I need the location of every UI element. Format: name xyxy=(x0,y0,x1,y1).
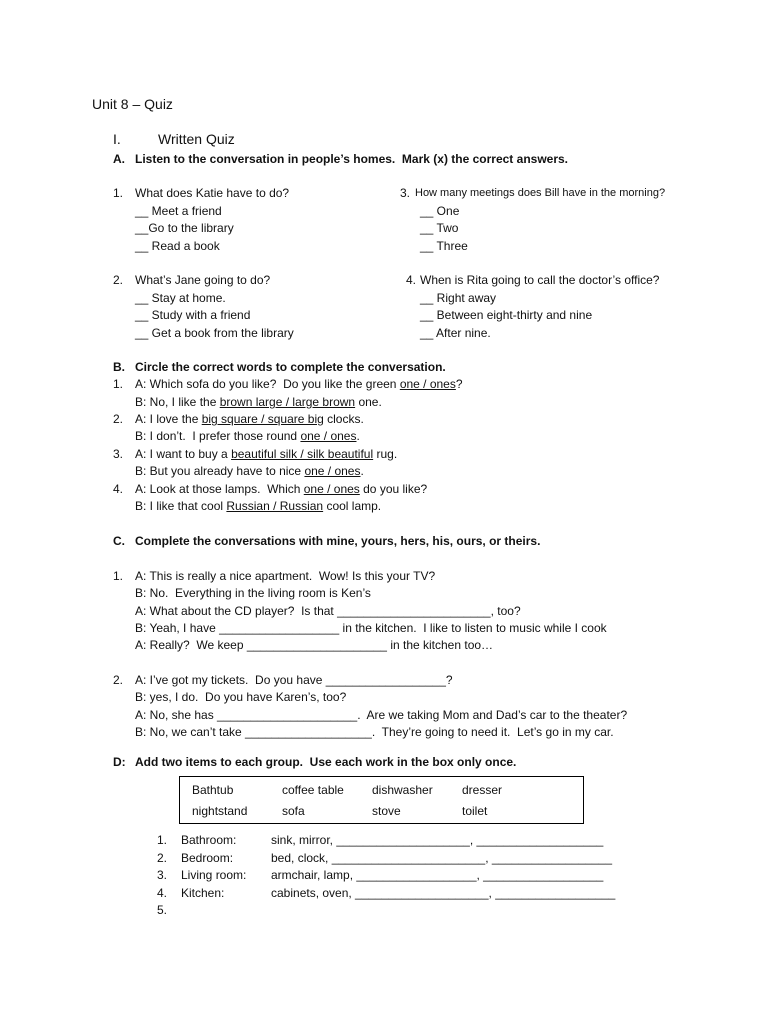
group-number: 4. xyxy=(157,886,168,900)
answer-option[interactable]: __ Stay at home. xyxy=(135,291,226,305)
word-choice[interactable]: one / ones xyxy=(304,464,361,478)
question-number: 1. xyxy=(113,186,124,200)
dialog-line[interactable]: B: Yeah, I have __________________ in the kitchen. I like to listen to music while I cook xyxy=(135,621,607,635)
answer-option[interactable]: __ Three xyxy=(420,239,468,253)
part-c-label: C. xyxy=(113,534,125,548)
box-word: Bathtub xyxy=(192,783,234,797)
question-text: How many meetings does Bill have in the morning? xyxy=(415,187,666,199)
section-title: Written Quiz xyxy=(158,131,235,147)
part-b-label: B. xyxy=(113,360,125,374)
dialog-number: 1. xyxy=(113,569,124,583)
group-number: 5. xyxy=(157,903,168,917)
group-name: Living room: xyxy=(181,868,247,882)
answer-option[interactable]: __ Study with a friend xyxy=(135,308,251,322)
group-number: 3. xyxy=(157,868,168,882)
group-answer[interactable]: cabinets, oven, ____________________, __________________ xyxy=(271,886,616,900)
part-d-instruction: Add two items to each group. Use each work in the box only once. xyxy=(135,755,517,769)
group-answer[interactable]: armchair, lamp, __________________, __________________ xyxy=(271,868,604,882)
answer-option[interactable]: __ Between eight-thirty and nine xyxy=(420,308,593,322)
word-choice[interactable]: beautiful silk / silk beautiful xyxy=(231,447,374,461)
dialog-line[interactable]: A: What about the CD player? Is that _______________________, too? xyxy=(135,604,521,618)
question-text: What’s Jane going to do? xyxy=(135,273,271,287)
item-number: 3. xyxy=(113,447,124,461)
dialog-line[interactable]: A: No, she has _____________________. Are we taking Mom and Dad’s car to the theater? xyxy=(135,708,628,722)
word-choice[interactable]: one / ones xyxy=(303,482,360,496)
answer-option[interactable]: __ Read a book xyxy=(135,239,220,253)
part-c-instruction: Complete the conversations with mine, yours, hers, his, ours, or theirs. xyxy=(135,534,541,548)
answer-option[interactable]: __ One xyxy=(420,204,460,218)
group-answer[interactable]: sink, mirror, ____________________, ___________________ xyxy=(271,833,604,847)
part-b-instruction: Circle the correct words to complete the conversation. xyxy=(135,360,446,374)
answer-option[interactable]: __ Two xyxy=(420,221,459,235)
question-text: What does Katie have to do? xyxy=(135,186,290,200)
part-a-instruction: Listen to the conversation in people’s homes. Mark (x) the correct answers. xyxy=(135,152,569,166)
part-a-label: A. xyxy=(113,152,125,166)
item-number: 4. xyxy=(113,482,124,496)
answer-option[interactable]: __ Right away xyxy=(420,291,497,305)
word-box xyxy=(179,776,584,824)
box-word: sofa xyxy=(282,804,305,818)
item-number: 1. xyxy=(113,377,124,391)
dialog-line-b: B: I don’t. I prefer those round one / ones. xyxy=(135,429,360,443)
group-number: 2. xyxy=(157,851,168,865)
dialog-line: B: yes, I do. Do you have Karen’s, too? xyxy=(135,690,347,704)
dialog-line-a: A: Look at those lamps. Which one / ones do you like? xyxy=(135,482,428,496)
box-word: nightstand xyxy=(192,804,248,818)
dialog-line[interactable]: A: I’ve got my tickets. Do you have __________________? xyxy=(135,673,453,687)
dialog-line: A: This is really a nice apartment. Wow! Is this your TV? xyxy=(135,569,436,583)
dialog-line: B: No. Everything in the living room is Ken’s xyxy=(135,586,371,600)
question-text: When is Rita going to call the doctor’s office? xyxy=(420,273,660,287)
word-choice[interactable]: big square / square big xyxy=(201,412,324,426)
page-title: Unit 8 – Quiz xyxy=(92,96,173,112)
group-answer[interactable]: bed, clock, _______________________, __________________ xyxy=(271,851,612,865)
answer-option[interactable]: __Go to the library xyxy=(135,221,234,235)
box-word: dishwasher xyxy=(372,783,433,797)
dialog-line-b: B: I like that cool Russian / Russian cool lamp. xyxy=(135,499,382,513)
answer-option[interactable]: __ Meet a friend xyxy=(135,204,222,218)
question-number: 4. xyxy=(406,273,417,287)
section-number: I. xyxy=(113,131,121,147)
answer-option[interactable]: __ Get a book from the library xyxy=(135,326,294,340)
word-choice[interactable]: one / ones xyxy=(399,377,456,391)
dialog-line-a: A: Which sofa do you like? Do you like the green one / ones? xyxy=(135,377,463,391)
dialog-line-b: B: No, I like the brown large / large brown one. xyxy=(135,395,382,409)
question-number: 3. xyxy=(400,186,411,200)
box-word: stove xyxy=(372,804,401,818)
part-d-label: D: xyxy=(113,755,126,769)
question-number: 2. xyxy=(113,273,124,287)
word-choice[interactable]: one / ones xyxy=(300,429,357,443)
group-name: Bedroom: xyxy=(181,851,234,865)
box-word: coffee table xyxy=(282,783,344,797)
dialog-number: 2. xyxy=(113,673,124,687)
group-number: 1. xyxy=(157,833,168,847)
word-choice[interactable]: brown large / large brown xyxy=(219,395,356,409)
group-name: Bathroom: xyxy=(181,833,237,847)
word-choice[interactable]: Russian / Russian xyxy=(226,499,324,513)
dialog-line-b: B: But you already have to nice one / ones. xyxy=(135,464,364,478)
box-word: toilet xyxy=(462,804,488,818)
answer-option[interactable]: __ After nine. xyxy=(420,326,491,340)
box-word: dresser xyxy=(462,783,503,797)
dialog-line[interactable]: B: No, we can’t take ___________________. They’re going to need it. Let’s go in my car. xyxy=(135,725,614,739)
group-name: Kitchen: xyxy=(181,886,225,900)
dialog-line-a: A: I want to buy a beautiful silk / silk beautiful rug. xyxy=(135,447,398,461)
dialog-line[interactable]: A: Really? We keep _____________________ in the kitchen too… xyxy=(135,638,494,652)
item-number: 2. xyxy=(113,412,124,426)
dialog-line-a: A: I love the big square / square big clocks. xyxy=(135,412,364,426)
